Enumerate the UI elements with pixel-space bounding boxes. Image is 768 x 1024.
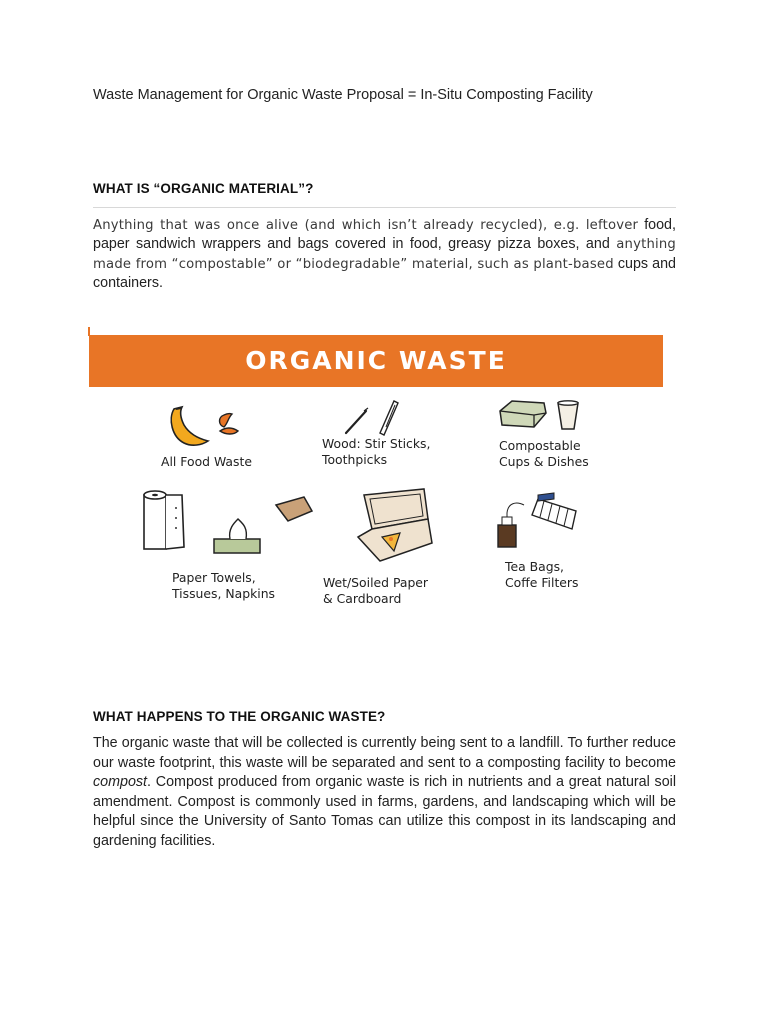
definition-line-1: Anything that was once alive (and which isn’t already recycled), e.g. leftover bbox=[93, 218, 639, 233]
section-divider bbox=[93, 207, 676, 208]
definition-line-3: anything made from “compostable” or “biodegradable” material, such as plant-based bbox=[93, 237, 676, 272]
compost-emphasis: compost bbox=[93, 774, 148, 790]
item-label-soiled-paper: Wet/Soiled Paper & Cardboard bbox=[323, 575, 429, 606]
organic-waste-infographic bbox=[88, 327, 664, 617]
definition-line-2: food, paper sandwich wrappers and bags covered in food, greasy pizza boxes, and bbox=[93, 217, 676, 253]
organic-material-definition bbox=[93, 216, 676, 294]
item-label-paper-towels: Paper Towels, Tissues, Napkins bbox=[172, 570, 276, 601]
item-label-cups-dishes: Compostable Cups & Dishes bbox=[499, 438, 589, 469]
item-label-tea-bags: Tea Bags, Coffe Filters bbox=[505, 559, 579, 590]
banner-title: ORGANIC WASTE bbox=[245, 346, 507, 375]
cups-dishes-icon bbox=[498, 397, 583, 437]
food-waste-icon bbox=[166, 405, 246, 450]
definition-line-4: cups and containers. bbox=[93, 255, 676, 292]
section-heading-what-happens: WHAT HAPPENS TO THE ORGANIC WASTE? bbox=[93, 709, 386, 724]
item-label-food-waste: All Food Waste bbox=[161, 454, 252, 469]
section-heading-organic-material: WHAT IS “ORGANIC MATERIAL”? bbox=[93, 181, 314, 196]
document-title: Waste Management for Organic Waste Proposal = In-Situ Composting Facility bbox=[93, 87, 593, 103]
paragraph-text-a: The organic waste that will be collected is currently being sent to a landfill. To further reduce our waste footprint, this waste will be separated and sent to a composting facility to become bbox=[93, 735, 676, 771]
organic-waste-banner bbox=[89, 335, 663, 387]
paper-towels-icon bbox=[140, 487, 320, 559]
stir-sticks-icon bbox=[342, 397, 402, 437]
what-happens-paragraph bbox=[93, 734, 676, 851]
tea-bag-icon bbox=[494, 489, 584, 553]
item-label-stir-sticks: Wood: Stir Sticks, Toothpicks bbox=[322, 436, 431, 467]
paragraph-text-b: . Compost produced from organic waste is rich in nutrients and a great natural soil amendment. Compost is commonly used in farms, gardens, and landscaping which will be helpful since the University of Santo Tomas can utilize this compost in its landscaping and gardening facilities. bbox=[93, 774, 676, 849]
pizza-box-icon bbox=[354, 485, 436, 567]
